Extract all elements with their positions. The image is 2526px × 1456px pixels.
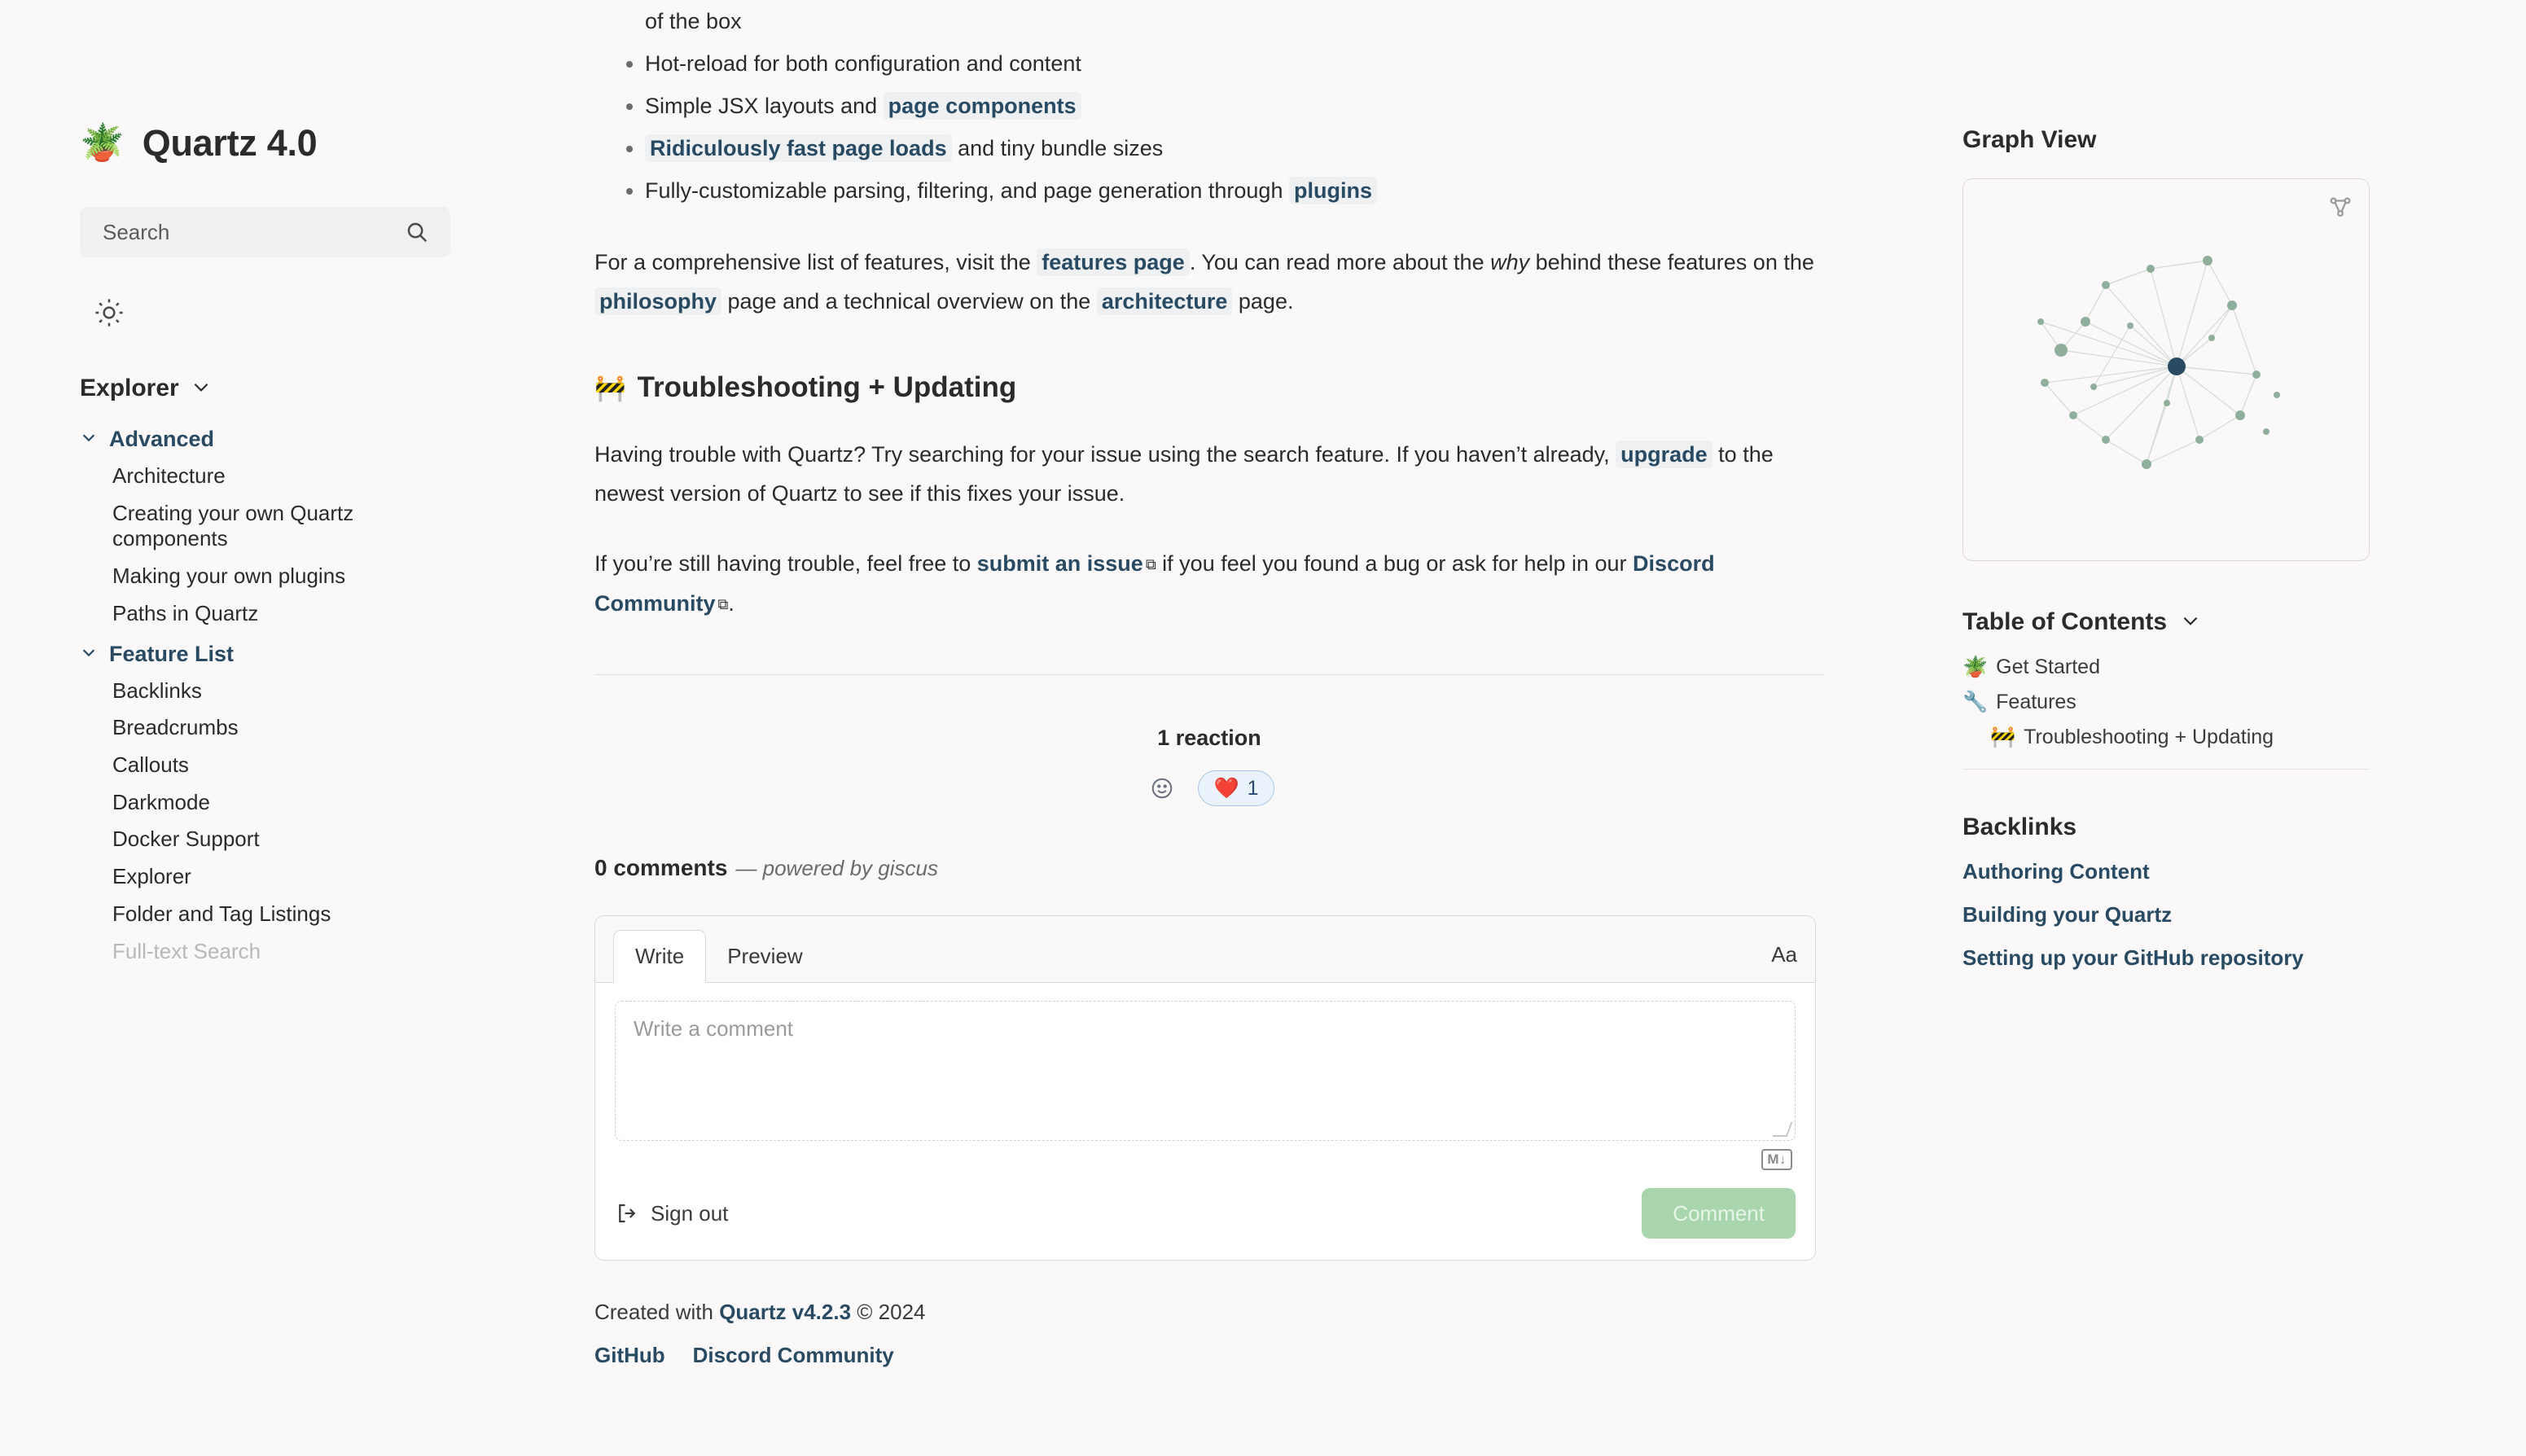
site-title[interactable]: Quartz 4.0 [142, 122, 318, 164]
toc-item-label: Features [1996, 691, 2076, 713]
paragraph-text: to the newest version of Quartz to see if this fixes your issue. [594, 442, 1774, 506]
link-discord-community[interactable]: Discord Community [594, 551, 1715, 616]
toc-item-features[interactable] [1962, 691, 2526, 714]
text-format-button[interactable]: Aa [1771, 942, 1797, 967]
markdown-icon: M↓ [1761, 1149, 1792, 1170]
backlink-authoring-content[interactable]: Authoring Content [1962, 859, 2150, 884]
reactions-row [594, 770, 1824, 806]
toc-list [1962, 656, 2526, 749]
paragraph-text: . [728, 591, 735, 616]
backlink-setting-up-your-github-repository[interactable]: Setting up your GitHub repository [1962, 945, 2304, 970]
chevron-down-icon[interactable] [80, 643, 98, 665]
graph-canvas[interactable] [1963, 179, 2370, 561]
sidebar-item-docker-support[interactable]: Docker Support [112, 827, 260, 852]
list-item [645, 0, 1824, 42]
list-item [645, 127, 1824, 169]
paragraph-text: page and a technical overview on the [721, 289, 1097, 314]
footer-copyright: © 2024 [851, 1300, 926, 1324]
troubleshooting-paragraph-1 [594, 435, 1824, 513]
chevron-down-icon[interactable] [191, 376, 212, 401]
toc-divider [1962, 769, 2370, 770]
right-sidebar [1897, 0, 2526, 1456]
footer-links [594, 1343, 1824, 1368]
paragraph-text: behind these features on the [1529, 250, 1814, 274]
explorer-header[interactable] [80, 375, 562, 402]
sidebar-item-architecture[interactable]: Architecture [112, 463, 226, 488]
plant-emoji-icon: 🪴 [1962, 656, 1989, 678]
chevron-down-icon[interactable] [80, 428, 98, 450]
list-item [645, 169, 1824, 212]
backlink-building-your-quartz[interactable]: Building your Quartz [1962, 902, 2173, 927]
resize-handle[interactable] [1773, 1122, 1793, 1137]
heart-reaction-count: 1 [1247, 776, 1259, 800]
features-paragraph [594, 243, 1824, 321]
heart-reaction-button[interactable] [1198, 770, 1274, 806]
footer-link-github[interactable]: GitHub [594, 1343, 665, 1367]
toc-item-get-started[interactable] [1962, 656, 2526, 679]
list-item-text: Fully-customizable parsing, filtering, and page generation through [645, 178, 1289, 203]
explorer-folder-feature-list[interactable] [80, 642, 562, 667]
table-of-contents-header[interactable] [1962, 608, 2526, 636]
composer-footer [595, 1170, 1815, 1260]
folder-label: Feature List [109, 641, 235, 666]
search-input[interactable] [80, 207, 450, 257]
chevron-down-icon[interactable] [2180, 610, 2201, 635]
comment-composer [594, 915, 1816, 1261]
sidebar-item-full-text-search[interactable]: Full-text Search [112, 938, 261, 963]
comments-header [594, 855, 1824, 881]
toc-item-label: Troubleshooting + Updating [2024, 726, 2274, 748]
sidebar-item-breadcrumbs[interactable]: Breadcrumbs [112, 715, 239, 740]
list-item-text: of the box [645, 9, 742, 33]
link-upgrade[interactable]: upgrade [1616, 441, 1713, 468]
sidebar-item-darkmode[interactable]: Darkmode [112, 789, 210, 814]
footer-created-with: Created with [594, 1300, 720, 1324]
site-title-row[interactable] [80, 122, 562, 164]
section-heading-troubleshooting [594, 371, 1824, 404]
backlinks-title: Backlinks [1962, 814, 2077, 840]
link-philosophy[interactable]: philosophy [594, 287, 721, 315]
wrench-emoji-icon: 🔧 [1962, 691, 1989, 713]
sidebar-item-paths-in-quartz[interactable]: Paths in Quartz [112, 600, 259, 625]
list-item-text: and tiny bundle sizes [951, 136, 1164, 160]
sidebar-fade-overlay [0, 1383, 562, 1456]
add-reaction-button[interactable] [1144, 770, 1180, 806]
sign-out-button[interactable] [615, 1201, 728, 1226]
link-plugins[interactable]: plugins [1289, 177, 1377, 204]
paragraph-text: if you feel you found a bug or ask for help in our [1156, 551, 1634, 576]
sun-icon [94, 297, 125, 328]
paragraph-text: For a comprehensive list of features, visit the [594, 250, 1037, 274]
divider [594, 674, 1824, 675]
sign-out-label: Sign out [651, 1200, 729, 1226]
sidebar-item-backlinks[interactable]: Backlinks [112, 678, 202, 703]
graph-view-title: Graph View [1962, 126, 2097, 153]
comment-textarea-placeholder: Write a comment [634, 1016, 794, 1041]
reaction-count-label: 1 reaction [1157, 726, 1261, 750]
construction-emoji-icon: 🚧 [1990, 726, 2016, 748]
paragraph-text: . You can read more about the [1189, 250, 1491, 274]
list-item-text: Simple JSX layouts and [645, 94, 884, 118]
darkmode-toggle-button[interactable] [85, 288, 134, 337]
comments-count: 0 comments [594, 855, 728, 880]
link-submit-an-issue[interactable]: submit an issue [976, 551, 1143, 576]
heart-emoji-icon: ❤️ [1213, 776, 1239, 800]
troubleshooting-paragraph-2 [594, 544, 1824, 624]
powered-by-giscus: — powered by giscus [735, 856, 938, 880]
search-icon[interactable] [405, 220, 429, 244]
explorer-folder-advanced[interactable] [80, 427, 562, 452]
tab-write[interactable]: Write [613, 930, 706, 983]
sign-out-icon [615, 1201, 639, 1226]
list-item-text: Hot-reload for both configuration and content [645, 51, 1081, 76]
link-ridiculously-fast-page-loads[interactable]: Ridiculously fast page loads [645, 134, 952, 162]
external-link-icon: ⧉ [717, 596, 729, 612]
sidebar-item-explorer[interactable]: Explorer [112, 864, 191, 889]
sidebar-item-folder-and-tag-listings[interactable]: Folder and Tag Listings [112, 901, 331, 926]
link-quartz-version[interactable]: Quartz v4.2.3 [719, 1300, 852, 1324]
link-features-page[interactable]: features page [1037, 248, 1190, 276]
toc-item-troubleshooting-updating[interactable] [1990, 726, 2526, 749]
emphasis-why: why [1490, 250, 1530, 274]
page-footer [594, 1300, 1824, 1368]
toc-item-label: Get Started [1996, 656, 2100, 678]
folder-label: Advanced [109, 427, 215, 451]
explorer-title: Explorer [80, 375, 179, 401]
paragraph-text: If you’re still having trouble, feel free to [594, 551, 977, 576]
markdown-hint-row [595, 1141, 1815, 1170]
expand-graph-icon[interactable] [2326, 194, 2354, 221]
tab-preview[interactable]: Preview [727, 944, 803, 968]
external-link-icon: ⧉ [1145, 556, 1156, 572]
features-bullet-list [594, 0, 1824, 212]
link-architecture[interactable]: architecture [1097, 287, 1233, 315]
sidebar-item-creating-your-own-quartz-components[interactable]: Creating your own Quartz components [112, 500, 354, 551]
list-item [645, 85, 1824, 127]
comment-textarea[interactable] [615, 1001, 1796, 1141]
sidebar-item-callouts[interactable]: Callouts [112, 752, 189, 778]
plant-emoji-icon: 🪴 [80, 123, 125, 163]
graph-view[interactable] [1962, 178, 2370, 561]
submit-comment-button[interactable]: Comment [1642, 1188, 1796, 1239]
footer-link-discord-community[interactable]: Discord Community [692, 1343, 894, 1367]
list-item [645, 42, 1824, 85]
left-sidebar [0, 0, 562, 1456]
graph-current-node [2168, 357, 2186, 375]
composer-tabs [595, 916, 1815, 983]
main-content [562, 0, 1897, 1456]
search-placeholder: Search [103, 219, 170, 244]
construction-emoji-icon: 🚧 [594, 373, 626, 402]
sidebar-item-making-your-own-plugins[interactable]: Making your own plugins [112, 564, 346, 589]
toc-title: Table of Contents [1962, 608, 2168, 635]
paragraph-text: page. [1232, 289, 1294, 314]
section-heading-text: Troubleshooting + Updating [637, 371, 1017, 403]
paragraph-text: Having trouble with Quartz? Try searching for your issue using the search feature. If you haven’t already, [594, 442, 1616, 467]
link-page-components[interactable]: page components [884, 92, 1081, 120]
emoji-smile-icon [1150, 776, 1174, 800]
